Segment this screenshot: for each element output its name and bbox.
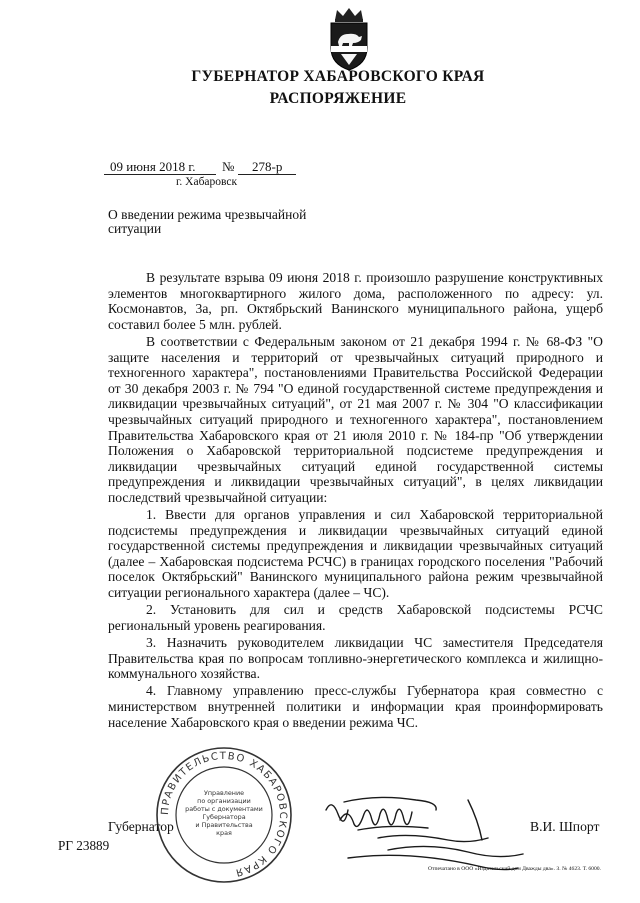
document-subject: [108, 208, 306, 236]
body-paragraph: 4. Главному управлению пресс-службы Губернатора края совместно с министерством внутренней политики и информации края проинформировать население Хабаровского края о введении режима ЧС.: [108, 683, 603, 730]
signatory-title: Губернатор: [108, 819, 174, 834]
handwritten-signature: [318, 780, 528, 880]
body-paragraph: В соответствии с Федеральным законом от 21 декабря 1994 г. № 68-ФЗ "О защите населения и территорий от чрезвычайных ситуаций природного и техногенного характера", постановлениями Правительства Российской Федерации от 30 декабря 2003 г. № 794 "О единой государственной системе предупреждения и ликвидации чрезвычайных ситуаций", от 21 мая 2007 г. № 304 "О классификации чрезвычайных ситуаций природного и техногенного характера", постановлением Правительства Хабаровского края от 21 июля 2010 г. № 184-пр "Об утверждении Положения о Хабаровской территориальной подсистеме предупреждения и ликвидации чрезвычайных ситуаций единой государственной системы предупреждения и ликвидации чрезвычайных ситуаций", в целях ликвидации последствий чрезвычайной ситуации:: [108, 333, 603, 505]
subject-line: О введении режима чрезвычайной: [108, 207, 307, 222]
printer-note: Отпечатано в ООО «Издательский дом Дважды два». З. № 4623. Т. 6000.: [428, 866, 601, 872]
document-type-heading: РАСПОРЯЖЕНИЕ: [269, 90, 407, 107]
stamp-center-line: и Правительства: [195, 821, 253, 829]
document-authority-heading: ГУБЕРНАТОР ХАБАРОВСКОГО КРАЯ: [191, 68, 485, 85]
body-paragraph: 1. Ввести для органов управления и сил Хабаровской территориальной подсистемы предупреждения и ликвидации чрезвычайных ситуаций единой государственной системы предупреждения и ликвидации чрезвычайных ситуаций (далее – Хабаровская подсистема РСЧС) в границах городского поселения "Рабочий поселок Октябрьский" Ванинского муниципального района режим чрезвычайной ситуации регионального характера (далее – ЧС).: [108, 507, 603, 601]
signatory-name: В.И. Шпорт: [530, 819, 600, 834]
registration-number: РГ 23889: [58, 838, 110, 853]
document-date: 09 июня 2018 г.: [110, 159, 196, 174]
stamp-center-line: Губернатора: [202, 813, 246, 821]
subject-line: ситуации: [108, 221, 162, 236]
stamp-center-line: края: [216, 829, 232, 837]
body-paragraph: 3. Назначить руководителем ликвидации ЧС заместителя Председателя Правительства края по вопросам топливно-энергетического комплекса и жилищно-коммунального хозяйства.: [108, 635, 603, 682]
stamp-center-line: Управление: [203, 789, 245, 797]
coat-of-arms-emblem: [322, 6, 376, 72]
stamp-ring-text: ПРАВИТЕЛЬСТВО ХАБАРОВСКОГО КРАЯ: [159, 750, 289, 879]
city-label: г. Хабаровск: [176, 176, 238, 188]
body-paragraph: В результате взрыва 09 июня 2018 г. произошло разрушение конструктивных элементов многоквартирного жилого дома, расположенного по адресу: ул. Космонавтов, 3а, рп. Октябрьский Ванинского муниципального района, ущерб составил более 5 млн. рублей.: [108, 270, 603, 332]
body-paragraph: 2. Установить для сил и средств Хабаровской подсистемы РСЧС региональный уровень реагирования.: [108, 602, 603, 633]
stamp-center-line: по организации: [197, 797, 251, 805]
official-stamp: [154, 745, 294, 885]
document-number: 278-р: [252, 159, 283, 174]
document-body: [108, 270, 603, 732]
stamp-center-line: работы с документами: [185, 805, 263, 813]
number-sign: №: [222, 159, 235, 174]
